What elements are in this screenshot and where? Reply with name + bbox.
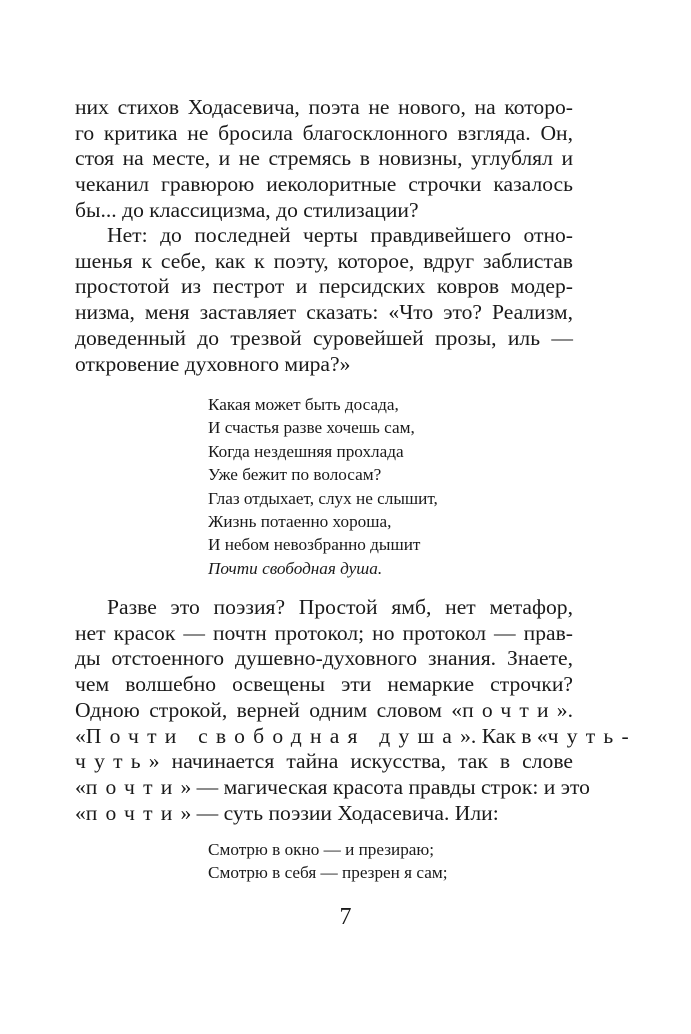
text-line: доведенный до трезвой суровейшей прозы, иль — [75,325,573,350]
text-line: чуть» начинается тайна искусства, так в слове [75,749,573,774]
poem-excerpt-1 [208,393,438,580]
text-line: чеканил гравюрою иеколоритные строчки казалось [75,172,573,197]
text-line: Нет: до последней черты правдивейшего отно- [107,223,573,247]
text-line: них стихов Ходасевича, поэта не нового, на которо- [75,95,573,119]
poem-line: Глаз отдыхает, слух не слышит, [208,488,438,508]
paragraph-1 [75,95,573,224]
text-line: «почти» — суть поэзии Ходасевича. Или: [75,800,499,825]
text-line: го критика не бросила благосклонного взгляда. Он, [75,120,573,145]
poem-line: И счастья разве хочешь сам, [208,418,415,438]
text-line: ды отстоенного душевно-духовного знания. Знаете, [75,646,573,671]
text-line: Разве это поэзия? Простой ямб, нет метафор, [107,595,573,619]
page-number: 7 [339,904,352,930]
text-line: нет красок — почтн протокол; но протокол — прав- [75,620,573,645]
poem-line: Когда нездешняя прохлада [208,441,404,461]
paragraph-3 [75,595,637,826]
poem-line: И небом невозбранно дышит [208,535,421,555]
text-line: Одною строкой, верней одним словом «почти». [75,697,573,722]
text-line: шенья к себе, как к поэту, которое, вдруг заблистав [75,248,573,273]
text-line: низма, меня заставляет сказать: «Что это? Реализм, [75,300,573,325]
poem-line: Смотрю в окно — и презираю; [208,840,435,859]
text-line: стоя на месте, и не стремясь в новизны, углублял и [75,146,573,171]
text-line: бы... до классицизма, до стилизации? [75,197,419,222]
text-line: простотой из пестрот и персидских ковров модер- [75,274,573,299]
paragraph-2 [75,223,573,377]
poem-line: Жизнь потаенно хороша, [208,512,392,532]
poem-line: Смотрю в себя — презрен я сам; [208,863,448,883]
text-line: «почти» — магическая красота правды строк: и это [75,774,590,799]
text-line: чем волшебно освещены эти немаркие строчки? [75,672,573,697]
poem-line: Уже бежит по волосам? [208,465,382,485]
text-line: «Почти свободная душа». Как в «чуть- [75,723,637,748]
poem-excerpt-2 [208,838,448,885]
text-line: откровение духовного мира?» [75,351,351,376]
poem-line: Какая может быть досада, [208,395,399,414]
poem-line: Почти свободная душа. [208,558,383,578]
